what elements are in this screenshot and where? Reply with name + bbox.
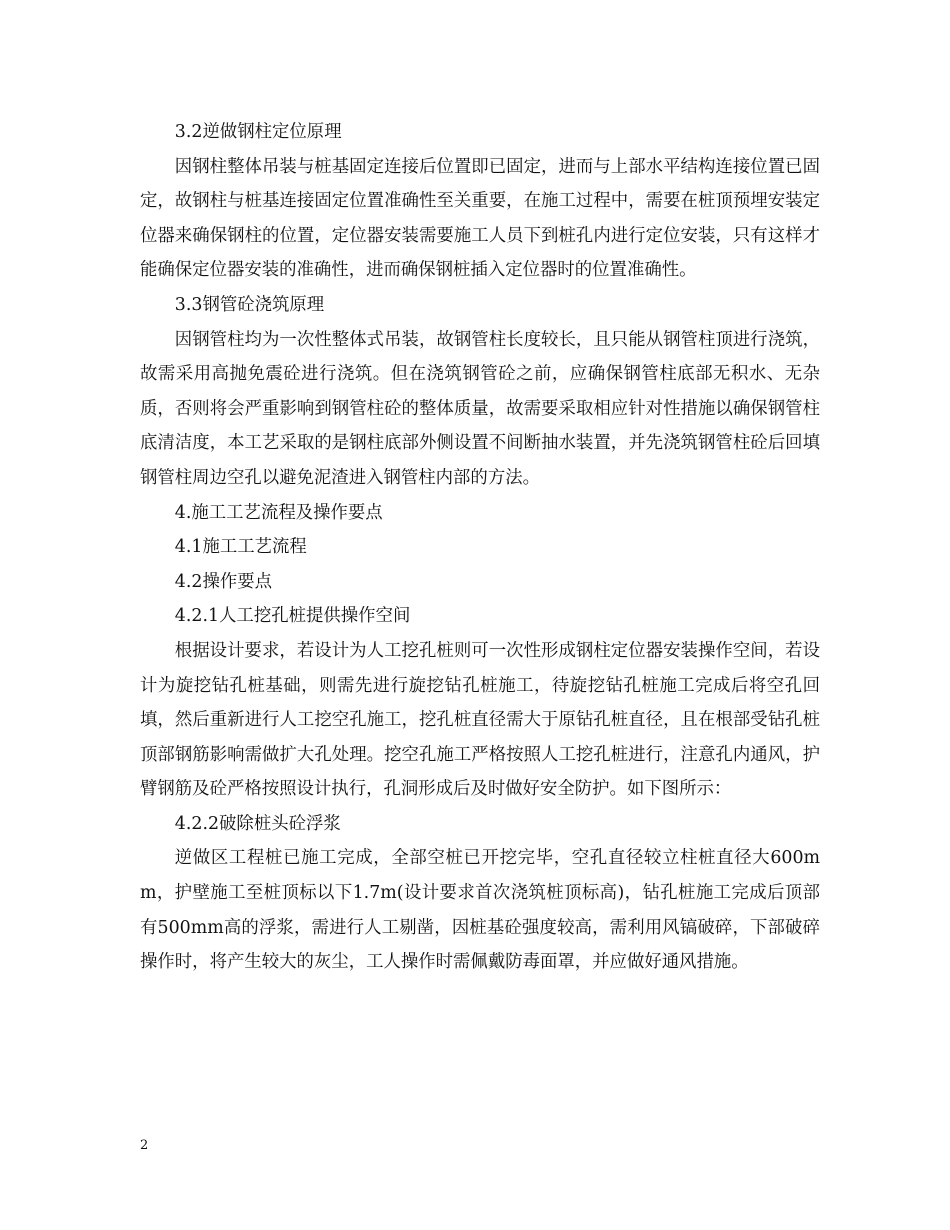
section-heading-4-2-1: 4.2.1人工挖孔桩提供操作空间 [174,606,411,627]
page-number: 2 [140,1138,149,1153]
paragraph-steel-column-positioning: 因钢柱整体吊装与桩基固定连接后位置即已固定，进而与上部水平结构连接位置已固定，故钢柱与桩基连接固定位置准确性至关重要，在施工过程中，需要在桩顶预埋安装定位器来确保钢柱的位置，定位器安装需要施工人员下到桩孔内进行定位安装，只有这样才能确保定位器安装的准确性，进而确保钢桩插入定位器时的位置准确性。 [140,156,820,281]
section-heading-4-2: 4.2操作要点 [174,571,273,592]
paragraph-manual-dug-pile: 根据设计要求，若设计为人工挖孔桩则可一次性形成钢柱定位器安装操作空间，若设计为旋挖钻孔桩基础，则需先进行旋挖钻孔桩施工，待旋挖钻孔桩施工完成后将空孔回填，然后重新进行人工挖空孔施工，挖孔桩直径需大于原钻孔桩直径，且在根部受钻孔桩顶部钢筋影响需做扩大孔处理。挖空孔施工严格按照人工挖孔桩进行，注意孔内通风，护臂钢筋及砼严格按照设计执行，孔洞形成后及时做好安全防护。如下图所示： [140,640,820,800]
section-heading-3-2: 3.2逆做钢柱定位原理 [174,122,342,142]
section-heading-3-3: 3.3钢管砼浇筑原理 [174,294,325,315]
document-body [140,115,820,980]
section-heading-4: 4.施工工艺流程及操作要点 [174,502,383,523]
section-heading-4-1: 4.1施工工艺流程 [174,537,307,558]
paragraph-steel-tube-concrete-pouring: 因钢管柱均为一次性整体式吊装，故钢管柱长度较长，且只能从钢管柱顶进行浇筑，故需采用高抛免震砼进行浇筑。但在浇筑钢管砼之前，应确保钢管柱底部无积水、无杂质，否则将会严重影响到钢管柱砼的整体质量，故需要采取相应针对性措施以确保钢管柱底清洁度，本工艺采取的是钢柱底部外侧设置不间断抽水装置，并先浇筑钢管柱砼后回填钢管柱周边空孔以避免泥渣进入钢管柱内部的方法。 [140,329,820,488]
paragraph-pile-head-removal: 逆做区工程桩已施工完成，全部空桩已开挖完毕，空孔直径较立柱桩直径大600mm，护壁施工至桩顶标以下1.7m(设计要求首次浇筑桩顶标高)，钻孔桩施工完成后顶部有500mm高的浮浆，需进行人工剔凿，因桩基砼强度较高，需利用风镐破碎，下部破碎操作时，将产生较大的灰尘，工人操作时需佩戴防毒面罩，并应做好通风措施。 [140,848,820,973]
section-heading-4-2-2: 4.2.2破除桩头砼浮浆 [174,813,341,834]
